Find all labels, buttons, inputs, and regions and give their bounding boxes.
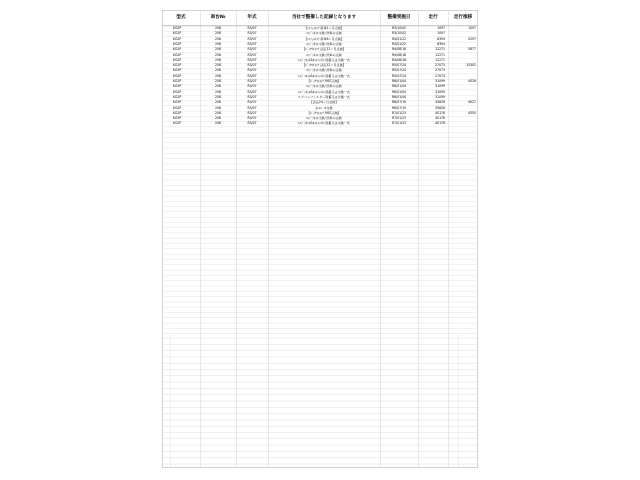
cell-model: KG2P	[173, 105, 182, 110]
cell-chassis-number: 208	[215, 105, 221, 110]
cell-chassis-number: 208	[215, 89, 221, 94]
cell-mileage-trend	[448, 42, 478, 47]
cell-model-year: R3/07	[247, 73, 257, 78]
cell-mileage-trend	[448, 90, 478, 95]
cell-mileage: 27073	[435, 63, 445, 68]
cell-mileage-trend: 4027	[468, 100, 476, 105]
header-model-year: 年式	[247, 15, 257, 20]
table-row	[162, 58, 478, 63]
cell-description: ｴﾝｼﾞﾝｵｲﾙ&ｵｲﾙﾌｨﾙﾀｰ別番又は交換一式	[298, 73, 350, 78]
cell-model-year: R3/07	[247, 94, 257, 99]
cell-model-year: R3/07	[247, 68, 257, 73]
cell-mileage-trend	[448, 95, 478, 100]
cell-mileage-trend	[448, 121, 478, 126]
cell-model-year: R3/07	[247, 121, 257, 126]
cell-model: KG2P	[173, 41, 182, 46]
cell-model-year: R3/07	[247, 36, 257, 41]
cell-service-date: R4/08/18	[391, 57, 407, 62]
cell-model-year: R3/07	[247, 110, 257, 115]
cell-mileage-trend	[448, 84, 478, 89]
cell-service-date: R4/01/22	[391, 41, 407, 46]
cell-chassis-number: 208	[215, 79, 221, 83]
cell-chassis-number: 208	[215, 73, 221, 78]
cell-service-date: R6/01/04	[391, 94, 407, 99]
cell-mileage: 12271	[435, 57, 445, 62]
cell-service-date: R6/07/19	[391, 105, 407, 110]
cell-service-date: R7/01/23	[391, 116, 407, 121]
cell-model: KG2P	[173, 94, 182, 99]
cell-description: ｵｲﾙﾊﾟｯｸ交換	[315, 105, 333, 110]
cell-chassis-number: 208	[215, 121, 221, 126]
cell-description: ｴﾝｼﾞﾝｵｲﾙ交換･洗車の点検	[306, 41, 342, 46]
cell-service-date: R6/01/04	[391, 89, 407, 94]
cell-model-year: R3/07	[247, 105, 257, 110]
cell-mileage-trend	[448, 58, 478, 63]
cell-description: ｴﾝｼﾞﾝｵｲﾙ交換･洗車の点検	[306, 68, 342, 73]
cell-service-date: R5/07/24	[391, 73, 407, 78]
cell-description: 【ﾒｯﾌｪﾙﾒﾝﾃ 新車1ヶ月点検】	[303, 26, 345, 30]
cell-mileage-trend	[448, 74, 478, 79]
cell-chassis-number: 208	[215, 31, 221, 36]
cell-description: エアコンフィルター別番又は交換一式	[297, 94, 351, 99]
cell-description: 【ﾊﾟｯｸｳﾙﾒﾝﾃ 法定12ヶ月点検】	[302, 63, 346, 68]
cell-model: KG2P	[173, 63, 182, 68]
cell-service-date: R4/08/18	[391, 52, 407, 57]
cell-chassis-number: 208	[215, 110, 221, 115]
cell-chassis-number: 208	[215, 47, 221, 52]
cell-description: 【ﾊﾟｯｸｳﾙﾒﾝﾃ 法定12ヶ月点検】	[302, 47, 346, 52]
cell-model: KG2P	[173, 31, 182, 36]
cell-mileage-trend	[448, 68, 478, 73]
table-row	[162, 116, 478, 121]
cell-mileage: 6394	[437, 41, 445, 46]
cell-service-date: R3/10/02	[391, 31, 407, 36]
cell-model-year: R3/07	[247, 63, 257, 68]
cell-model: KG2P	[173, 79, 182, 83]
table-row	[162, 26, 478, 31]
cell-mileage: 6394	[437, 36, 445, 41]
cell-model: KG2P	[173, 89, 182, 94]
cell-chassis-number: 208	[215, 52, 221, 57]
cell-model: KG2P	[173, 52, 182, 57]
cell-mileage-trend: 1097	[468, 26, 476, 30]
header-maintenance-description: 当社で整備した記録となります	[291, 15, 357, 20]
cell-chassis-number: 208	[215, 26, 221, 30]
maintenance-record-sheet	[162, 10, 478, 468]
cell-mileage: 27073	[435, 73, 445, 78]
cell-mileage-trend	[448, 106, 478, 111]
cell-model: KG2P	[173, 110, 182, 115]
cell-mileage-trend	[448, 53, 478, 58]
cell-model-year: R3/07	[247, 57, 257, 62]
cell-chassis-number: 208	[215, 41, 221, 46]
cell-model: KG2P	[173, 121, 182, 126]
table-row	[162, 106, 478, 111]
table-row	[162, 111, 478, 116]
cell-service-date: R6/01/04	[391, 79, 407, 83]
cell-model-year: R3/07	[247, 100, 257, 105]
cell-mileage: 35826	[435, 100, 445, 105]
cell-mileage-trend: 15302	[466, 63, 476, 68]
table-row	[162, 47, 478, 52]
cell-mileage: 1097	[437, 31, 445, 36]
cell-model: KG2P	[173, 100, 182, 105]
cell-description: ｴﾝｼﾞﾝｵｲﾙ交換･洗車の点検	[306, 31, 342, 36]
header-mileage: 走行	[428, 15, 438, 20]
cell-description: ｴﾝｼﾞﾝｵｲﾙ&ｵｲﾙﾌｨﾙﾀｰ別番又は交換一式	[298, 89, 350, 94]
cell-description: 【ﾊﾟｯｸｳﾙﾒﾝﾃ MSC点検】	[306, 110, 342, 115]
table-header	[162, 10, 478, 25]
cell-model: KG2P	[173, 57, 182, 62]
cell-model-year: R3/07	[247, 41, 257, 46]
cell-description: ｴﾝｼﾞﾝｵｲﾙ交換･洗車の点検	[306, 116, 342, 121]
table-row	[162, 42, 478, 47]
cell-model: KG2P	[173, 47, 182, 52]
table-row	[162, 84, 478, 89]
cell-model-year: R3/07	[247, 79, 257, 83]
cell-description: ｴﾝｼﾞﾝｵｲﾙ&ｵｲﾙﾌｨﾙﾀｰ別番又は交換一式	[298, 57, 350, 62]
cell-service-date: R5/07/24	[391, 63, 407, 68]
cell-chassis-number: 208	[215, 63, 221, 68]
cell-model-year: R3/07	[247, 84, 257, 89]
cell-mileage-trend: 5297	[468, 36, 476, 41]
cell-model: KG2P	[173, 36, 182, 41]
cell-chassis-number: 208	[215, 68, 221, 73]
table-row	[162, 79, 478, 84]
cell-chassis-number: 208	[215, 116, 221, 121]
cell-mileage-trend	[448, 116, 478, 121]
cell-description: 【法定24ヶ月点検】	[309, 100, 339, 105]
cell-mileage: 40176	[435, 110, 445, 115]
cell-service-date: R6/01/04	[391, 84, 407, 89]
table-row	[162, 95, 478, 100]
table-row	[162, 31, 478, 36]
table-row	[162, 63, 478, 68]
cell-service-date: R5/07/24	[391, 68, 407, 73]
header-service-date: 整備実施日	[387, 15, 411, 20]
cell-mileage: 31099	[435, 84, 445, 89]
cell-model-year: R3/07	[247, 26, 257, 30]
cell-description: ｴﾝｼﾞﾝｵｲﾙ&ｵｲﾙﾌｨﾙﾀｰ別番又は交換一式	[298, 121, 350, 126]
table-row	[162, 37, 478, 42]
cell-model: KG2P	[173, 84, 182, 89]
cell-mileage: 40176	[435, 116, 445, 121]
cell-description: 【ﾒｯﾌｪﾙﾒﾝﾃ 新車6ヶ月点検】	[303, 36, 345, 41]
cell-model: KG2P	[173, 26, 182, 30]
cell-mileage: 31099	[435, 89, 445, 94]
cell-model-year: R3/07	[247, 89, 257, 94]
cell-description: ｴﾝｼﾞﾝｵｲﾙ交換･洗車の点検	[306, 52, 342, 57]
cell-model: KG2P	[173, 73, 182, 78]
cell-chassis-number: 208	[215, 84, 221, 89]
cell-model-year: R3/07	[247, 47, 257, 52]
cell-chassis-number: 208	[215, 100, 221, 105]
cell-mileage: 12271	[435, 47, 445, 52]
cell-mileage: 1097	[437, 26, 445, 30]
cell-description: 【ﾊﾟｯｸｳﾙﾒﾝﾃ MSC点検】	[306, 79, 342, 83]
header-chassis-number: 車台№	[210, 15, 226, 20]
cell-model-year: R3/07	[247, 116, 257, 121]
table-row	[162, 68, 478, 73]
header-model: 型式	[176, 15, 186, 20]
cell-chassis-number: 208	[215, 36, 221, 41]
table-row	[162, 53, 478, 58]
cell-model-year: R3/07	[247, 31, 257, 36]
cell-mileage-trend: 4550	[468, 110, 476, 115]
cell-chassis-number: 208	[215, 94, 221, 99]
table-row	[162, 100, 478, 105]
cell-model-year: R3/07	[247, 52, 257, 57]
cell-service-date: R7/01/23	[391, 121, 407, 126]
cell-mileage: 31099	[435, 94, 445, 99]
cell-model: KG2P	[173, 116, 182, 121]
cell-mileage: 40176	[435, 121, 445, 126]
header-mileage-trend: 走行推移	[453, 15, 473, 20]
cell-chassis-number: 208	[215, 57, 221, 62]
cell-service-date: R6/07/19	[391, 100, 407, 105]
cell-mileage-trend	[448, 31, 478, 36]
table-row	[162, 90, 478, 95]
cell-mileage: 12271	[435, 52, 445, 57]
cell-service-date: R7/01/23	[391, 110, 407, 115]
cell-mileage: 35826	[435, 105, 445, 110]
cell-model: KG2P	[173, 68, 182, 73]
cell-description: ｴﾝｼﾞﾝｵｲﾙ交換･洗車の点検	[306, 84, 342, 89]
table-row	[162, 74, 478, 79]
cell-mileage: 31099	[435, 79, 445, 83]
cell-mileage-trend: 4026	[468, 79, 476, 83]
cell-mileage: 27073	[435, 68, 445, 73]
cell-service-date: R3/10/02	[391, 26, 407, 30]
cell-service-date: R4/08/18	[391, 47, 407, 52]
cell-service-date: R4/01/22	[391, 36, 407, 41]
cell-mileage-trend: 5877	[468, 47, 476, 52]
table-row	[162, 121, 478, 126]
